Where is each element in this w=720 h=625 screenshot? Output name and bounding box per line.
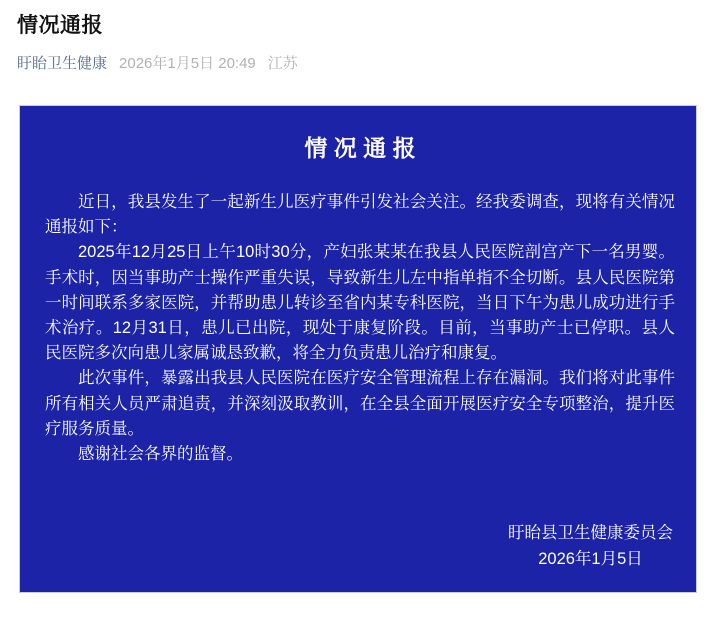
notice-heading: 情 况 通 报 [304,135,416,161]
notice-paragraph-3: 此次事件，暴露出我县人民医院在医疗安全管理流程上存在漏洞。我们将对此事件所有相关人员严肃追责，并深刻汲取教训，在全县全面开展医疗安全专项整治，提升医疗服务质量。 [45,369,675,438]
notice-paragraph-1: 近日，我县发生了一起新生儿医疗事件引发社会关注。经我委调查，现将有关情况通报如下： [45,193,675,237]
signature-block [45,521,675,572]
article-meta-row [17,54,703,74]
notice-paragraph-2: 2025年12月25日上午10时30分，产妇张某某在我县人民医院剖宫产下一名男婴。手术时，因当事助产士操作严重失误，导致新生儿左中指单指不全切断。县人民医院第一时间联系多家医院，并帮助患儿转诊至省内某专科医院，当日下午为患儿成功进行手术治疗。12月31日，患儿已出院，现处于康复阶段。目前，当事助产士已停职。县人民医院多次向患儿家属诚恳致歉，将全力负责患儿治疗和康复。 [45,243,675,363]
source-account-link[interactable]: 盱眙卫生健康 [17,55,108,72]
article-title: 情况通报 [17,14,103,37]
publish-timestamp: 2026年1月5日 20:49 [119,55,256,72]
publish-region: 江苏 [267,55,298,72]
article-header [0,0,720,74]
signature-inner [508,521,673,572]
signature-date: 2026年1月5日 [538,549,643,568]
notice-body [45,190,675,467]
signature-name: 盱眙县卫生健康委员会 [508,524,673,543]
notice-paragraph-4: 感谢社会各界的监督。 [78,445,243,464]
notice-image[interactable] [19,105,697,593]
